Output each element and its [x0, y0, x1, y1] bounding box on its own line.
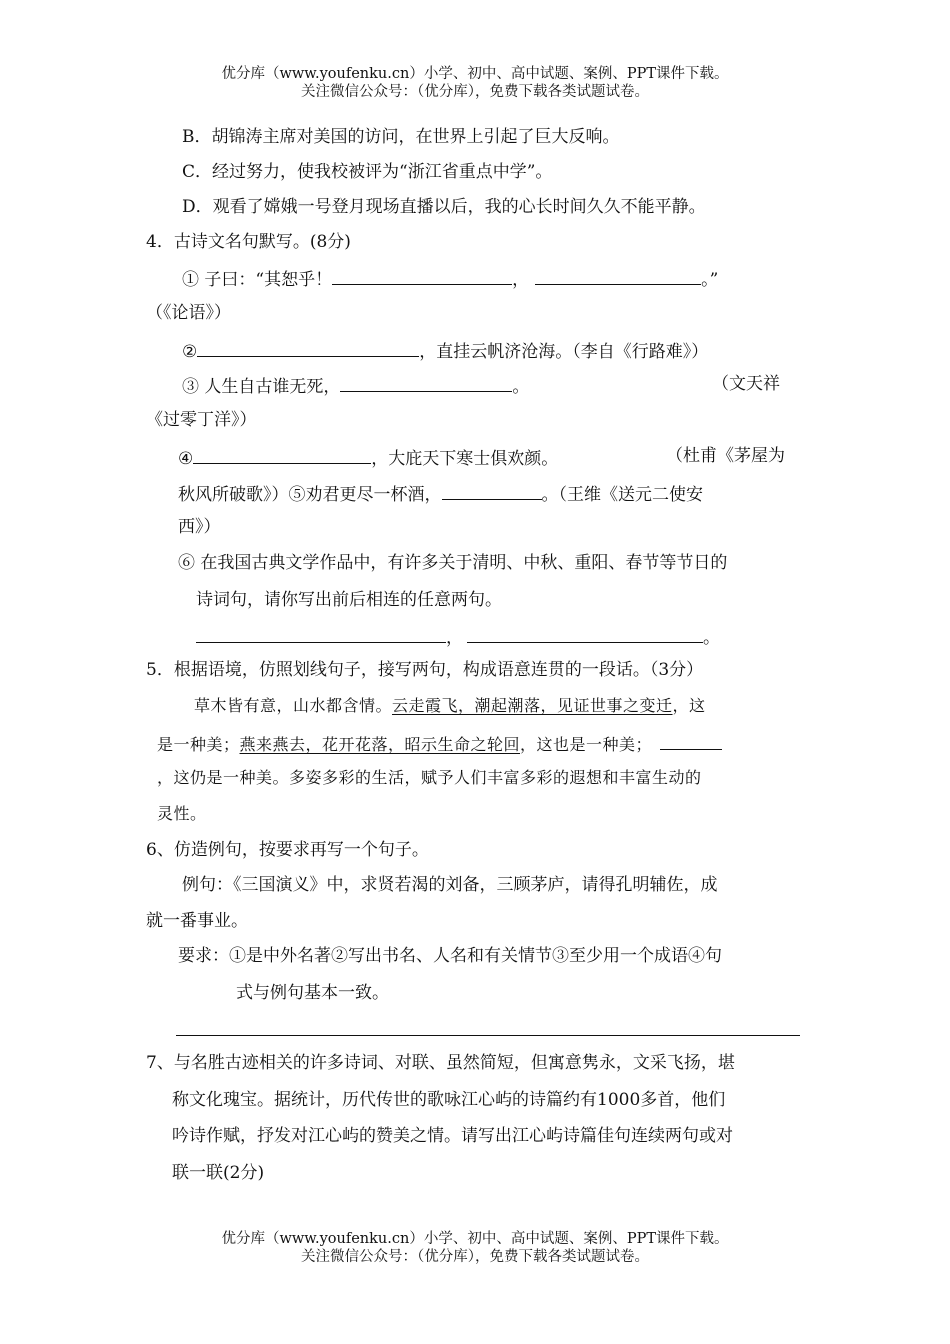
q5-p1-b: ，这: [672, 696, 706, 715]
q4-item6-answer: [196, 624, 720, 649]
q4-item3-source-b: 《过零丁洋》）: [146, 410, 257, 430]
q4-item6-blank-b[interactable]: [467, 624, 703, 643]
q4-item2-prefix: ②: [182, 342, 198, 362]
q5-p1-underlined: 云走霞飞，潮起潮落，见证世事之变迁: [392, 696, 673, 715]
q5-para-line4: 灵性。: [157, 804, 207, 823]
q4-item6-line1: ⑥ 在我国古典文学作品中，有许多关于清明、中秋、重阳、春节等节日的: [178, 553, 728, 573]
q4-item3-blank[interactable]: [340, 373, 512, 392]
q6-title: 6、仿造例句，按要求再写一个句子。: [146, 840, 429, 860]
q4-item6-mid: ，: [446, 628, 463, 648]
q4-item5-source-end: 西》）: [178, 517, 221, 537]
q5-title: 5．根据语境，仿照划线句子，接写两句，构成语意连贯的一段话。（3分）: [146, 660, 704, 680]
q4-title: 4．古诗文名句默写。(8分): [146, 232, 351, 252]
q6-example-line1: 例句：《三国演义》中，求贤若渴的刘备，三顾茅庐，请得孔明辅佐，成: [182, 875, 718, 895]
q4-item2: [182, 338, 708, 363]
q4-item4-text: ，大庇天下寒士俱欢颜。: [371, 449, 559, 469]
q4-item1-prefix: ① 子曰：“其恕乎！: [182, 270, 333, 290]
q4-item1-mid: ，: [512, 270, 530, 290]
q4-item3: [182, 373, 529, 398]
q7-line2: 称文化瑰宝。据统计，历代传世的歌咏江心屿的诗篇约有1000多首，他们: [172, 1090, 726, 1110]
q6-answer-line[interactable]: [176, 1035, 800, 1036]
q6-example-line2: 就一番事业。: [146, 911, 248, 931]
q4-item4-prefix: ④: [178, 449, 194, 469]
q6-requirement-line1: 要求：①是中外名著②写出书名、人名和有关情节③至少用一个成语④句: [178, 946, 722, 966]
page-header-line1: 优分库（www.youfenku.cn）小学、初中、高中试题、案例、PPT课件下载。: [221, 66, 729, 82]
q5-para-line2: [157, 731, 722, 756]
q5-para-line3: ，这仍是一种美。多姿多彩的生活，赋予人们丰富多彩的遐想和丰富生动的: [157, 768, 702, 787]
q4-item1-blank-b[interactable]: [535, 266, 701, 285]
q6-requirement-line2: 式与例句基本一致。: [236, 983, 389, 1003]
q4-item4-line2-a: 秋风所破歌》）⑤劝君更尽一杯酒，: [178, 485, 442, 505]
q4-item2-blank[interactable]: [197, 338, 419, 357]
q4-item1-end: 。”: [701, 270, 719, 290]
page-footer-line2: 关注微信公众号：（优分库），免费下载各类试题试卷。: [301, 1249, 649, 1265]
q4-item4-blank[interactable]: [193, 445, 371, 464]
page-header-line2: 关注微信公众号：（优分库），免费下载各类试题试卷。: [301, 84, 649, 100]
q3-option-c: C．经过努力，使我校被评为“浙江省重点中学”。: [182, 162, 553, 182]
q4-item4: [178, 445, 558, 470]
q4-item4-line2: [178, 481, 703, 506]
q5-p2-underlined: 燕来燕去，花开花落，昭示生命之轮回: [239, 735, 521, 754]
q5-p1-a: 草木皆有意，山水都含情。: [194, 696, 393, 715]
q4-item2-text: ，直挂云帆济沧海。（李自《行路难》）: [419, 342, 709, 362]
q3-option-d: D．观看了嫦娥一号登月现场直播以后，我的心长时间久久不能平静。: [182, 197, 706, 217]
q5-para-line1: [194, 695, 706, 717]
q7-line1: 7、与名胜古迹相关的许多诗词、对联、虽然简短，但寓意隽永，文采飞扬，堪: [146, 1053, 735, 1073]
q4-item3-prefix: ③ 人生自古谁无死，: [182, 377, 341, 397]
q7-line3: 吟诗作赋，抒发对江心屿的赞美之情。请写出江心屿诗篇佳句连续两句或对: [172, 1126, 733, 1146]
q4-item1: [182, 266, 718, 291]
q4-item1-source: （《论语》）: [146, 303, 231, 323]
q4-item5-blank[interactable]: [442, 481, 542, 500]
q5-p2-b: ，这也是一种美；: [520, 735, 653, 754]
q4-item6-end: 。: [703, 628, 720, 648]
q4-item3-source-a: （文天祥: [712, 374, 780, 394]
q4-item6-blank-a[interactable]: [196, 624, 446, 643]
q4-item4-source-a: （杜甫《茅屋为: [666, 446, 785, 466]
q4-item4-line2-b: 。（王维《送元二使安: [541, 485, 703, 505]
q3-option-b: B．胡锦涛主席对美国的访问，在世界上引起了巨大反响。: [182, 127, 620, 147]
q4-item3-end: 。: [512, 377, 530, 397]
q4-item1-blank-a[interactable]: [332, 266, 512, 285]
q7-line4: 联一联(2分): [172, 1163, 265, 1183]
q5-p2-a: 是一种美；: [157, 735, 240, 754]
q4-item6-line2: 诗词句，请你写出前后相连的任意两句。: [196, 590, 502, 610]
q5-answer-blank[interactable]: [660, 731, 722, 750]
page-footer-line1: 优分库（www.youfenku.cn）小学、初中、高中试题、案例、PPT课件下载。: [221, 1231, 729, 1247]
